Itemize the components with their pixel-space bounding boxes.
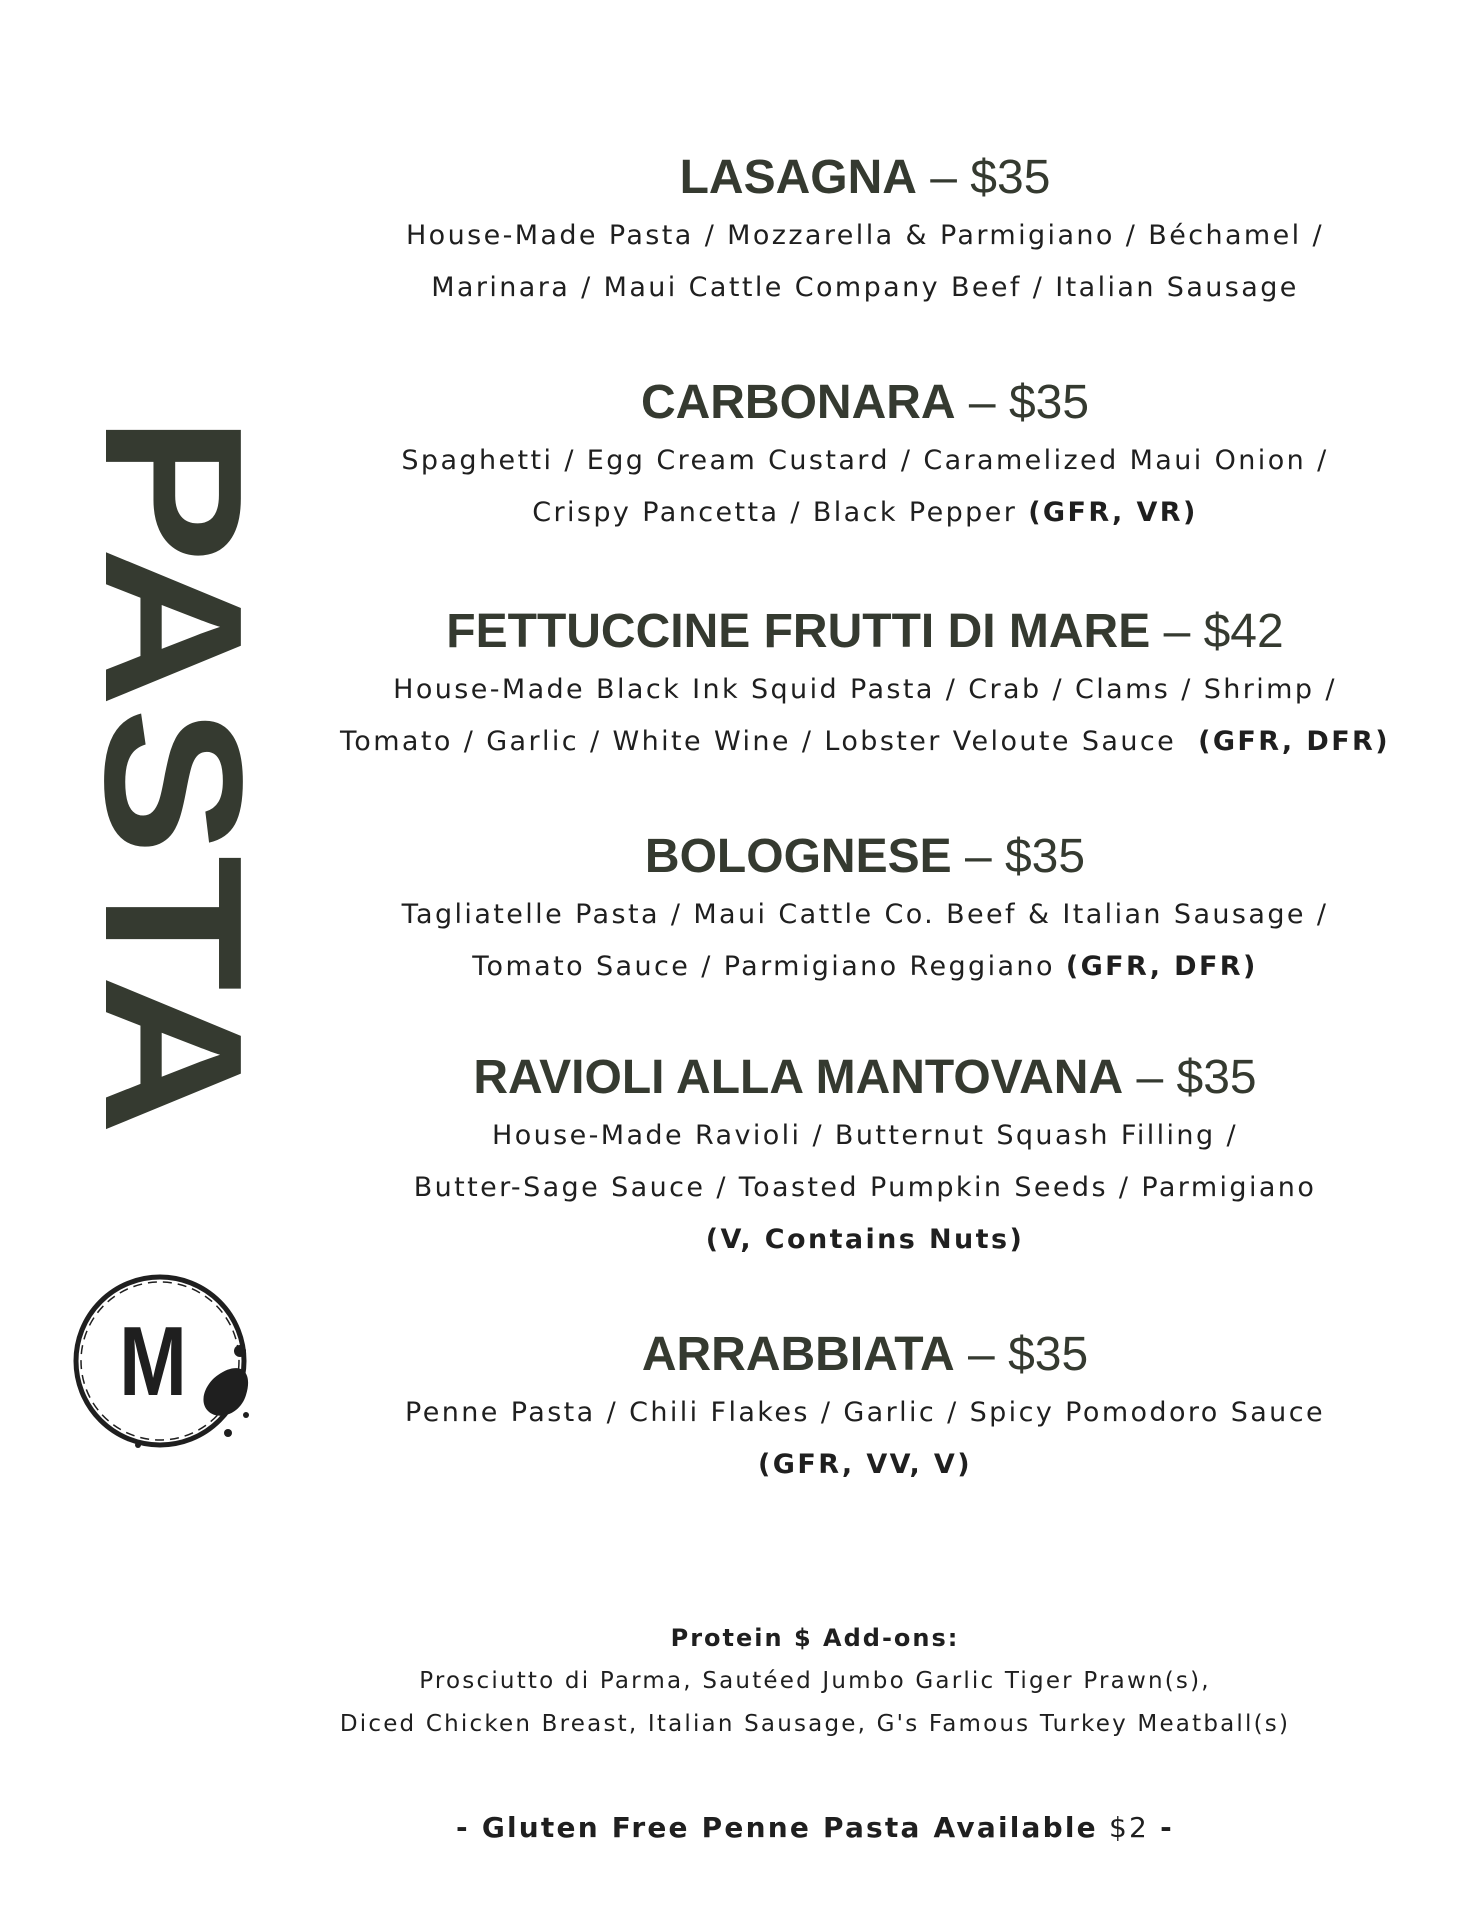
- menu-item-description-line: [290, 487, 1440, 539]
- dietary-tags: (GFR, DFR): [1198, 726, 1390, 757]
- gluten-free-note: [290, 1806, 1340, 1850]
- menu-item-description-line: [290, 1110, 1440, 1162]
- menu-item-description: Tomato Sauce / Parmigiano Reggiano: [472, 951, 1066, 982]
- menu-item: [290, 370, 1440, 539]
- addons-line: Prosciutto di Parma, Sautéed Jumbo Garlic Tiger Prawn(s),: [419, 1668, 1211, 1694]
- menu-item-description: House-Made Ravioli / Butternut Squash Filling /: [492, 1120, 1238, 1151]
- menu-item-description-line: [290, 1387, 1440, 1439]
- menu-item-name: ARRABBIATA: [641, 1328, 955, 1381]
- menu-item-price: $35: [1004, 830, 1086, 883]
- menu-item-heading: [290, 599, 1440, 664]
- menu-item-price: $42: [1203, 605, 1284, 658]
- menu-item-description-line: [290, 889, 1440, 941]
- dietary-tags: (GFR, VR): [1028, 497, 1198, 528]
- menu-item-name: RAVIOLI ALLA MANTOVANA: [473, 1051, 1124, 1104]
- section-title-vertical: [64, 415, 283, 1135]
- menu-item-heading: [290, 1322, 1440, 1387]
- menu-item-heading: [290, 1045, 1440, 1110]
- menu-item: [290, 145, 1440, 314]
- menu-item-description-line: [290, 210, 1440, 262]
- menu-item-price: $35: [1008, 1328, 1089, 1381]
- menu-item-separator: –: [916, 151, 971, 204]
- section-title-text: PASTA: [64, 415, 283, 1051]
- menu-item-heading: [290, 145, 1440, 210]
- menu-item-description-line: [290, 262, 1440, 314]
- menu-item-description: House-Made Black Ink Squid Pasta / Crab / Clams / Shrimp /: [393, 674, 1337, 705]
- menu-item-name: FETTUCCINE FRUTTI DI MARE: [446, 605, 1151, 658]
- menu-item: [290, 1322, 1440, 1491]
- menu-item-price: $35: [1176, 1051, 1257, 1104]
- restaurant-logo: [68, 1265, 258, 1455]
- menu-item-description: Tomato / Garlic / White Wine / Lobster Veloute Sauce: [340, 726, 1199, 757]
- menu-item-heading: [290, 824, 1440, 889]
- menu-item-separator: –: [954, 1328, 1009, 1381]
- menu-item-description: Tagliatelle Pasta / Maui Cattle Co. Beef & Italian Sausage /: [401, 899, 1329, 930]
- menu-item: [290, 599, 1440, 768]
- menu-item: [290, 824, 1440, 993]
- menu-item-description: Spaghetti / Egg Cream Custard / Caramelized Maui Onion /: [401, 445, 1329, 476]
- logo-letter: M: [119, 1306, 187, 1416]
- dietary-tags: (GFR, VV, V): [758, 1449, 972, 1480]
- protein-addons: [290, 1616, 1340, 1746]
- gluten-free-label: - Gluten Free Penne Pasta Available: [456, 1811, 1098, 1844]
- menu-item-name: LASAGNA: [679, 151, 917, 204]
- menu-item-separator: –: [951, 830, 1005, 883]
- menu-item-price: $35: [970, 151, 1051, 204]
- menu-item-description-line: [290, 716, 1440, 768]
- menu-item-price: $35: [1008, 376, 1090, 429]
- menu-item-description: Butter-Sage Sauce / Toasted Pumpkin Seeds / Parmigiano: [413, 1172, 1317, 1203]
- addons-line: Diced Chicken Breast, Italian Sausage, G's Famous Turkey Meatball(s): [339, 1711, 1291, 1737]
- menu-item-description-line: [290, 1214, 1440, 1266]
- menu-item-separator: –: [1150, 605, 1204, 658]
- dietary-tags: (GFR, DFR): [1065, 951, 1258, 982]
- menu-item-description: Marinara / Maui Cattle Company Beef / Italian Sausage: [431, 272, 1299, 303]
- dietary-tags: (V, Contains Nuts): [705, 1224, 1025, 1255]
- menu-item-description: Crispy Pancetta / Black Pepper: [532, 497, 1029, 528]
- menu-item-description: Penne Pasta / Chili Flakes / Garlic / Spicy Pomodoro Sauce: [405, 1397, 1325, 1428]
- addons-heading: Protein $ Add-ons:: [670, 1624, 960, 1652]
- gluten-free-price: $2: [1097, 1811, 1161, 1844]
- menu-item-separator: –: [955, 376, 1009, 429]
- gluten-free-end: -: [1160, 1811, 1174, 1844]
- menu-item-separator: –: [1123, 1051, 1177, 1104]
- menu-item-description: House-Made Pasta / Mozzarella & Parmigiano / Béchamel /: [405, 220, 1325, 251]
- menu-item-heading: [290, 370, 1440, 435]
- menu-item-description-line: [290, 664, 1440, 716]
- menu-item-description-line: [290, 941, 1440, 993]
- menu-item-description-line: [290, 435, 1440, 487]
- menu-item-name: BOLOGNESE: [644, 830, 952, 883]
- menu-item-name: CARBONARA: [640, 376, 956, 429]
- menu-item: [290, 1045, 1440, 1266]
- menu-item-description-line: [290, 1162, 1440, 1214]
- menu-item-description-line: [290, 1439, 1440, 1491]
- menu-items: [290, 145, 1440, 1491]
